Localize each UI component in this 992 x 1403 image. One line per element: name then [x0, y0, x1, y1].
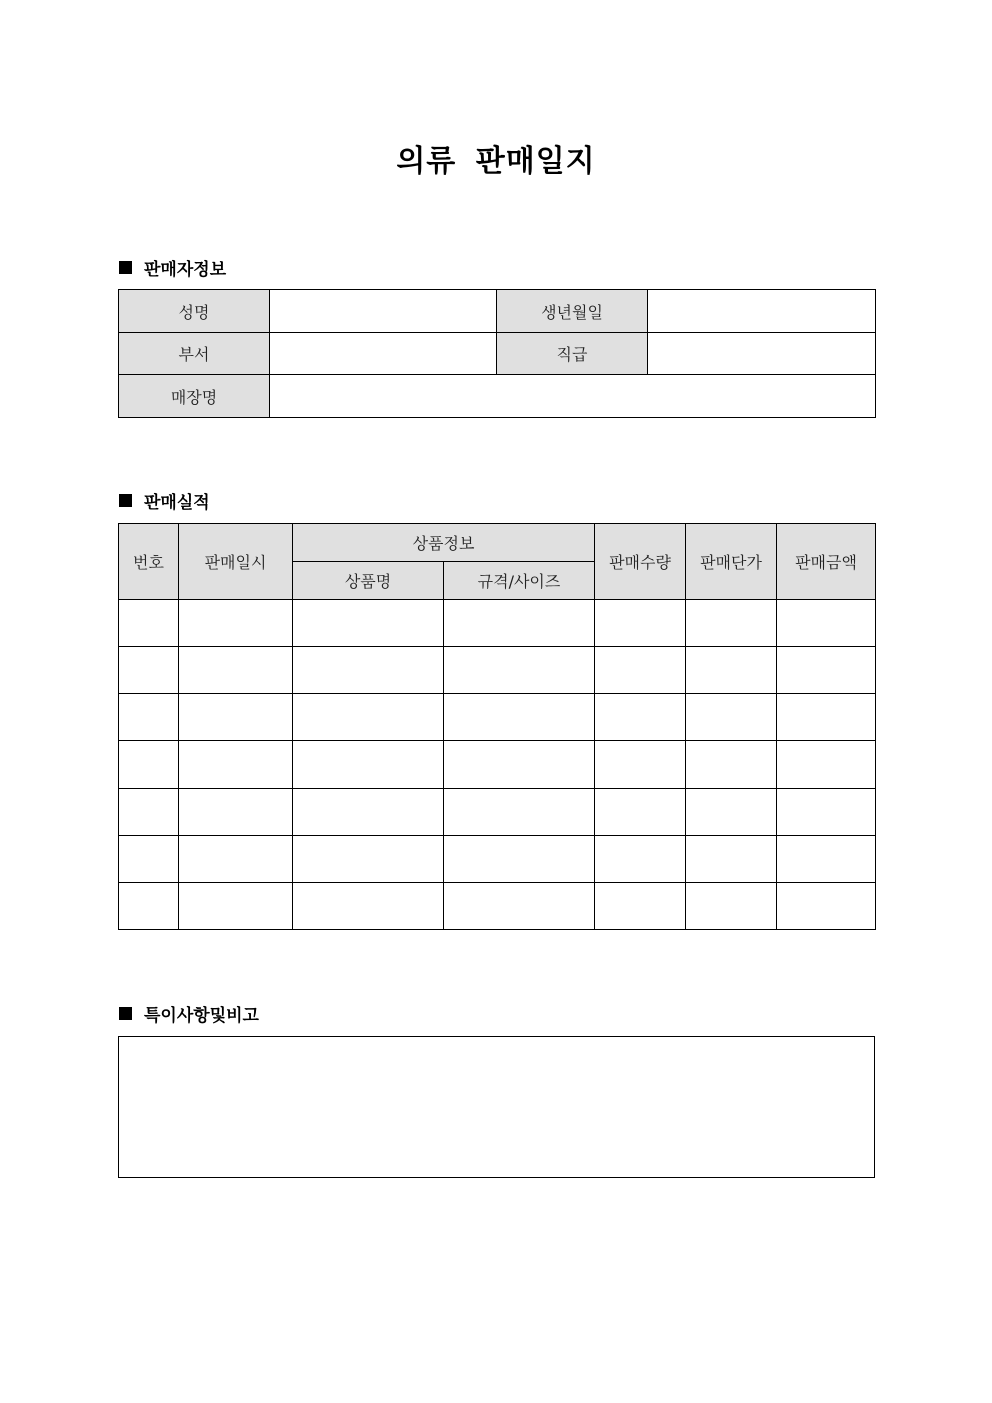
cell-product-name[interactable] — [293, 789, 444, 836]
cell-sale-datetime[interactable] — [179, 741, 293, 789]
store-name-label: 매장명 — [119, 375, 270, 418]
cell-product-name[interactable] — [293, 647, 444, 694]
cell-amount[interactable] — [777, 600, 876, 647]
cell-quantity[interactable] — [595, 741, 686, 789]
notes-box[interactable] — [118, 1036, 875, 1178]
cell-no[interactable] — [119, 883, 179, 930]
table-row — [119, 836, 876, 883]
department-field[interactable] — [270, 333, 497, 375]
cell-amount[interactable] — [777, 741, 876, 789]
cell-unit-price[interactable] — [686, 694, 777, 741]
cell-sale-datetime[interactable] — [179, 694, 293, 741]
cell-no[interactable] — [119, 836, 179, 883]
cell-amount[interactable] — [777, 789, 876, 836]
section-label: 특이사항및비고 — [144, 1006, 259, 1026]
section-sales-record-heading — [119, 488, 210, 513]
square-bullet-icon — [119, 1007, 132, 1020]
section-notes-heading — [119, 1001, 259, 1026]
cell-unit-price[interactable] — [686, 600, 777, 647]
cell-spec-size[interactable] — [444, 694, 595, 741]
header-spec-size: 규격/사이즈 — [444, 562, 595, 600]
table-row — [119, 600, 876, 647]
square-bullet-icon — [119, 261, 132, 274]
cell-sale-datetime[interactable] — [179, 883, 293, 930]
cell-amount[interactable] — [777, 694, 876, 741]
section-seller-info-heading — [119, 255, 226, 280]
cell-amount[interactable] — [777, 647, 876, 694]
cell-product-name[interactable] — [293, 883, 444, 930]
position-field[interactable] — [648, 333, 876, 375]
cell-quantity[interactable] — [595, 789, 686, 836]
cell-sale-datetime[interactable] — [179, 836, 293, 883]
table-row — [119, 647, 876, 694]
cell-product-name[interactable] — [293, 600, 444, 647]
cell-spec-size[interactable] — [444, 600, 595, 647]
cell-unit-price[interactable] — [686, 836, 777, 883]
section-label: 판매자정보 — [144, 260, 227, 280]
store-name-field[interactable] — [270, 375, 876, 418]
cell-spec-size[interactable] — [444, 836, 595, 883]
position-label: 직급 — [497, 333, 648, 375]
cell-amount[interactable] — [777, 883, 876, 930]
seller-info-table — [118, 289, 876, 418]
cell-product-name[interactable] — [293, 694, 444, 741]
document-title: 의류 판매일지 — [396, 144, 596, 179]
cell-no[interactable] — [119, 741, 179, 789]
cell-no[interactable] — [119, 647, 179, 694]
cell-spec-size[interactable] — [444, 741, 595, 789]
cell-unit-price[interactable] — [686, 741, 777, 789]
department-label: 부서 — [119, 333, 270, 375]
cell-sale-datetime[interactable] — [179, 647, 293, 694]
cell-spec-size[interactable] — [444, 647, 595, 694]
table-row — [119, 694, 876, 741]
cell-quantity[interactable] — [595, 694, 686, 741]
cell-sale-datetime[interactable] — [179, 789, 293, 836]
cell-no[interactable] — [119, 694, 179, 741]
square-bullet-icon — [119, 494, 132, 507]
cell-quantity[interactable] — [595, 836, 686, 883]
name-label: 성명 — [119, 290, 270, 333]
cell-sale-datetime[interactable] — [179, 600, 293, 647]
cell-spec-size[interactable] — [444, 789, 595, 836]
cell-unit-price[interactable] — [686, 883, 777, 930]
table-row — [119, 883, 876, 930]
header-product-name: 상품명 — [293, 562, 444, 600]
header-amount: 판매금액 — [777, 524, 876, 600]
birthdate-field[interactable] — [648, 290, 876, 333]
birthdate-label: 생년월일 — [497, 290, 648, 333]
header-unit-price: 판매단가 — [686, 524, 777, 600]
cell-quantity[interactable] — [595, 600, 686, 647]
section-label: 판매실적 — [144, 493, 210, 513]
cell-unit-price[interactable] — [686, 789, 777, 836]
cell-product-name[interactable] — [293, 741, 444, 789]
header-product-info: 상품정보 — [293, 524, 595, 562]
cell-quantity[interactable] — [595, 647, 686, 694]
cell-unit-price[interactable] — [686, 647, 777, 694]
header-quantity: 판매수량 — [595, 524, 686, 600]
name-field[interactable] — [270, 290, 497, 333]
cell-spec-size[interactable] — [444, 883, 595, 930]
table-row — [119, 741, 876, 789]
table-row — [119, 789, 876, 836]
cell-product-name[interactable] — [293, 836, 444, 883]
cell-quantity[interactable] — [595, 883, 686, 930]
header-sale-datetime: 판매일시 — [179, 524, 293, 600]
header-no: 번호 — [119, 524, 179, 600]
sales-record-table — [118, 523, 876, 930]
cell-no[interactable] — [119, 600, 179, 647]
cell-no[interactable] — [119, 789, 179, 836]
cell-amount[interactable] — [777, 836, 876, 883]
